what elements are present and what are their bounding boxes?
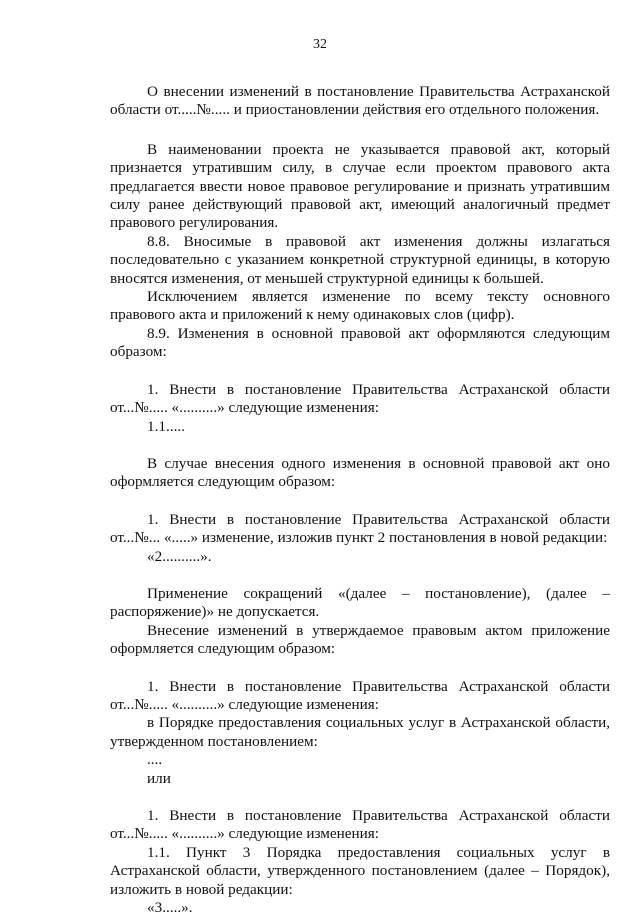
paragraph-title-rule: В наименовании проекта не указывается правовой акт, который признается утратившим силу, в случае если проектом правового акта предлагается ввести новое правовое регулирование и признать утратившим силу ранее действующий правовой акт, имеющий аналогичный предмет правового регулирования.: [110, 140, 610, 232]
paragraph-exception: Исключением является изменение по всему тексту основного правового акта и приложений к нему одинаковых слов (цифр).: [110, 288, 610, 324]
paragraph-8-8: 8.8. Вносимые в правовой акт изменения должны излагаться последовательно с указанием конкретной структурной единицы, в которую вносятся изменения, от меньшей структурной единицы к большей.: [110, 232, 610, 287]
paragraph-appendix: Внесение изменений в утверждаемое правовым актом приложение оформляется следующим образом:: [110, 621, 610, 658]
example-4-line-4: «3.....».: [147, 899, 193, 917]
example-1-line-1: 1. Внести в постановление Правительства Астраханской области: [147, 380, 610, 398]
page-content: [110, 83, 610, 917]
example-1-line-2: от...№..... «..........» следующие изменения:: [110, 399, 379, 417]
example-2-line-3: «2..........».: [147, 547, 212, 565]
example-2-line-1: 1. Внести в постановление Правительства Астраханской области: [147, 510, 610, 528]
example-1-line-3: 1.1.....: [147, 417, 185, 435]
example-3-line-2: от...№..... «..........» следующие изменения:: [110, 695, 379, 713]
example-3-ellipsis: ....: [147, 751, 163, 769]
paragraph-abbreviations: Применение сокращений «(далее – постановление), (далее – распоряжение)» не допускается.: [110, 584, 610, 621]
or-separator: или: [147, 769, 171, 787]
example-3-line-3: в Порядке предоставления социальных услуг в Астраханской области, утвержденном постановлением:: [110, 714, 610, 750]
title-line-2: области от.....№..... и приостановлении действия его отдельного положения.: [110, 101, 600, 119]
title-line-1: О внесении изменений в постановление Правительства Астраханской: [147, 83, 610, 100]
example-2-line-2: от...№... «.....» изменение, изложив пункт 2 постановления в новой редакции:: [110, 529, 608, 547]
example-4-line-2: от...№..... «..........» следующие изменения:: [110, 825, 379, 843]
example-4-line-1: 1. Внести в постановление Правительства Астраханской области: [147, 807, 610, 824]
example-3-line-1: 1. Внести в постановление Правительства Астраханской области: [147, 677, 610, 695]
example-4-line-3: 1.1. Пункт 3 Порядка предоставления социальных услуг в Астраханской области, утвержденного постановлением (далее – Порядок), изложить в новой редакции:: [110, 843, 610, 898]
paragraph-8-9: 8.9. Изменения в основной правовой акт оформляются следующим образом:: [110, 324, 610, 361]
paragraph-single-change: В случае внесения одного изменения в основной правовой акт оно оформляется следующим образом:: [110, 454, 610, 491]
page-number: 32: [313, 37, 327, 52]
